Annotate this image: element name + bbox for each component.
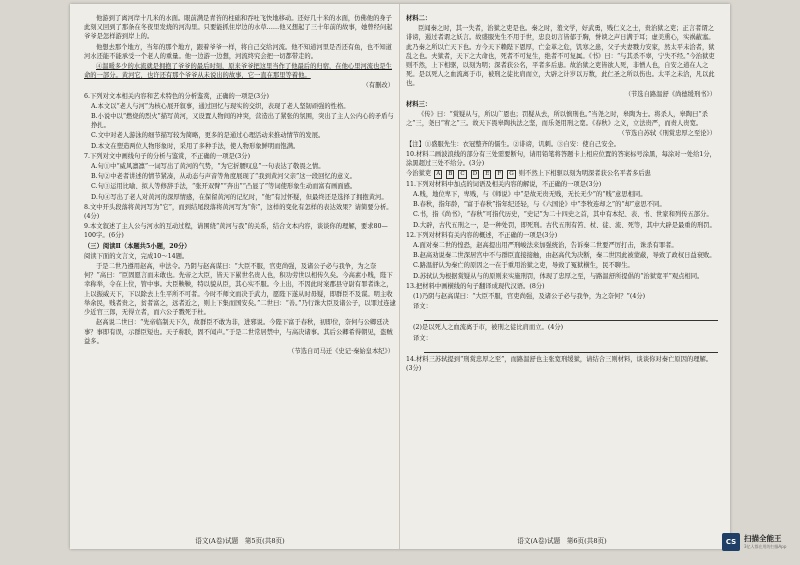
answer-line[interactable] xyxy=(424,345,718,353)
source-note: （节选自苏轼《刑赏忠厚之至论》） xyxy=(618,130,716,138)
material-text: 臣闻秦之时，其一失者，治狱之吏是也。秦之时，羞文学，好武勇，贱仁义之士，贵治狱之吏；正言者谓之诽谤，遏过者谓之妖言。故盛服先生不用于世，忠良切言皆郁于胸，誉谀之声日满于耳；虚美熏心，实祸蔽塞。此乃秦之所以亡天下也。方今天下赖陛下恩厚，亡金革之危，饥寒之患，父子夫妻戮力安家，然太平未洽者，狱乱之也。夫狱者，天下之大命也，死者不可复生，绝者不可复属。《书》曰：“与其杀不辜，宁失不经。”今治狱吏则不然，上下相驱，以刻为明；深者获公名，平者多后患。故治狱之吏皆欲人死，非憎人也，自安之道在人之死。是以死人之血流离于市，被刑之徒比肩而立，大辟之计岁以万数，此仁圣之所以伤也。太平之未洽，凡以此也。 xyxy=(406,25,715,88)
classical-text: 赵高说二世曰：“先帝临制天下久，故群臣不敢为非，进邪说。今陛下富于春秋，初即位，奈何与公卿廷决事？事即有误，示群臣短也。天子称朕，固不闻声。”于是二世常居禁中，与高决诸事。其后公卿希得朝见，盗贼益多。 xyxy=(84,319,393,345)
answer-box[interactable]: A xyxy=(436,171,441,178)
option: C.书，指《尚书》，“春秋”可指代历史，“史记”为二十四史之首，其中有本纪、表、书、世家和列传五部分。 xyxy=(413,211,713,219)
translate-item: (1)乃阴与赵高谋曰：“大臣不服，官吏尚强，及诸公子必与我争，为之奈何？”(4分) xyxy=(413,292,646,300)
classical-text: 于是二世乃遵用赵高，申法令。乃阴与赵高谋曰：“大臣不服，官吏尚强，及诸公子必与我争，为之奈何？”高曰：“臣固愿言而未敢也。先帝之大臣，皆天下累世名贵人也，积功劳世以相传久矣。今高素小贱，陛下幸称举，令在上位，管中事。大臣鞅鞅，特以貌从臣，其心实不服。今上出，不因此时案郡县守尉有罪者诛之，上以振威天下，下以除去上生平所不可者。今时不师文而决于武力，愿陛下遂从时毋疑，即群臣不及谋。明主收举余民，贱者贵之，贫者富之，远者近之，则上下集而国安矣。”二世曰：“善。”乃行诛大臣及诸公子，以罪过连逮少近官三郎，无得立者，而六公子戮死于杜。 xyxy=(84,263,396,317)
option: B.赵高劝说秦二世深居宫中不与群臣直接接触，由赵高代为决断，秦二世因此被蒙蔽，导致了政权日益衰败。 xyxy=(413,252,716,260)
question-11: 11.下列对材料中加点的词语及相关内容的解说，不正确的一项是(3分) xyxy=(406,180,602,188)
material-text: 《传》曰：“赏疑从与，所以广恩也；罚疑从去，所以慎刑也。”当尧之时，皋陶为士。将杀人，皋陶曰“杀之”三，尧曰“宥之”三。故天下畏皋陶执法之坚，而乐尧用刑之宽。《春秋》之义，立法贵严，而责人贵宽。 xyxy=(406,111,708,128)
option: A.句①中“威风凛凛”一词写出了黄河的气势，“为它折腰叹息”一句表达了敬畏之情。 xyxy=(91,163,325,171)
option: B.句②中老者讲述的情节紧凑，从动态与声音等角度展现了“我到黄河父亲”这一段回忆的意义。 xyxy=(91,173,356,181)
annotation-note: 【注】①盛服先生：衣冠整齐的儒生。②诽谤，讥刺。③自安：使自己安全。 xyxy=(406,140,621,148)
option: B.春秋，指年龄，“富于春秋”指年纪还轻，与《六国论》中“李牧连却之”的“却”意思不同。 xyxy=(413,201,666,209)
option: A.面对秦二世的惶恐，赵高提出用严刑峻法来加强统治，告诉秦二世要严厉打击，诛杀有罪者。 xyxy=(413,241,678,249)
answer-box[interactable]: D xyxy=(472,171,478,178)
answer-box[interactable]: C xyxy=(460,171,465,178)
source-note: （有删改） xyxy=(362,82,394,90)
question-14: 14.材料三苏轼提到“刑赏忠厚之至”，而路温舒也主张宽刑缓狱，请结合三则材料，谈谈你对秦亡原因的理解。(3分) xyxy=(406,355,713,372)
exam-sheet xyxy=(70,4,730,549)
question-12: 12.下列对材料有关内容的概述，不正确的一项是(3分) xyxy=(406,231,558,239)
story-paragraph: 他想去那个地方，当年的那个地方，跟着爷爷一样，将自己交给河流。他不知道河里是否还有鱼，也不知道河水还能不能承受一个老人的重量。他一边游一边想，河流终究会把一切都带走的。 xyxy=(84,43,392,60)
source-note: （节选自路温舒《尚德缓刑书》） xyxy=(624,90,716,98)
answer-box[interactable]: B xyxy=(448,171,453,178)
option: B.小说中以“燃烧的烈火”描写黄河，又设置人物间的冲突，营造出了紧张的氛围，突出了主人公内心的矛盾与挣扎。 xyxy=(91,113,394,130)
option: D.句④写出了老人对黄河的深厚情感，在保留黄河的记忆时，“他”有过怀疑，但最终还是选择了拥抱黄河。 xyxy=(91,193,388,201)
right-page xyxy=(406,14,718,534)
page-footer: 语文(A卷)试题 第6页(共8页) xyxy=(517,537,607,545)
punctuation-boxes xyxy=(406,169,718,179)
question-7: 7.下列对文中画线句子的分析与鉴赏，不正确的一项是(3分) xyxy=(84,152,251,160)
story-paragraph: 他游到了离河岸十几米的水面。眼前满是青苔的柱础和吞吐飞快地移动。还好几十米的水面，仿佛他的身子此刻又回到了那条在冬夜里发烧的河沟里。只要能抓住岸边的水草……他又想起了三十年前的故事，她曾经问起爷爷是怎样游到岸上的。 xyxy=(84,15,393,41)
sentence-fragment: 则不然上下相驱以刻为明深者获公名平者多后患 xyxy=(518,170,651,178)
answer-box[interactable]: G xyxy=(509,171,514,178)
option: C.路温舒认为秦亡的原因之一在于重用治狱之吏，导致了冤狱横生，民不聊生。 xyxy=(413,262,634,270)
watermark-subtitle: 3亿人都在用的扫描App xyxy=(744,544,787,549)
question-6: 6.下列对文本相关内容和艺术特色的分析鉴赏，正确的一项是(3分) xyxy=(84,92,269,100)
option: D.本文在塑造两位人物形象时，采用了多种手法，使人物形象鲜明而饱满。 xyxy=(91,142,300,150)
answer-box[interactable]: F xyxy=(497,171,502,178)
question-13: 13.把材料中画横线的句子翻译成现代汉语。(8分) xyxy=(406,282,545,290)
option: C.句③运用比喻、拟人等修辞手法，“张开双臂”“奔出”“凸显了”等词使形象生动而富有画面感。 xyxy=(91,183,357,191)
answer-line[interactable] xyxy=(424,313,718,321)
translation-label: 译文： xyxy=(413,334,432,342)
reading-instruction: 阅读下面的文言文，完成10～14题。 xyxy=(84,252,189,260)
source-note: （节选自司马迁《史记·秦始皇本纪》） xyxy=(288,347,394,355)
question-8: 8.文中开头段落将黄河写为“它”，而到结尾段落将黄河写为“你”，这样的变化有怎样的表达效果？请简要分析。(4分) xyxy=(84,203,393,221)
option: D.大辟，古代五刑之一，是一种处罚，即死刑。古代五刑有笞、杖、徒、流、死等，其中大辟是最重的刑罚。 xyxy=(413,221,716,229)
answer-box[interactable]: E xyxy=(485,171,490,178)
underlined-sentence: ④温暖多少的水流就是拥抱了爷爷的最后时刻，原来爷爷把这里当作了他最后的归宿，在他心里河流也是生命的一部分。黄河它，也许还有那个爷爷从未说出的故事，它一直在那里等着他。 xyxy=(84,63,392,80)
page-fold xyxy=(399,4,400,549)
option: C.文中对老人游泳的细节描写较为简略，更多的是通过心理活动来推动情节的发展。 xyxy=(91,132,325,140)
scanner-watermark xyxy=(722,531,792,557)
option: A.贱，地位卑下，卑贱，与《师说》中“是故无贵无贱，无长无少”的“贱”意思相同。 xyxy=(413,190,647,198)
translation-label: 译文： xyxy=(413,303,432,311)
camscanner-logo-icon: CS xyxy=(722,533,740,551)
translate-item: (2)是以死人之血流离于市，被刑之徒比肩而立。(4分) xyxy=(413,324,564,332)
option: D.苏轼认为根据赏疑从与的原则来实施刑罚，体现了忠厚之至，与路温舒所提倡的“治狱宽平”观点相同。 xyxy=(413,272,704,280)
page-footer: 语文(A卷)试题 第5页(共8页) xyxy=(195,537,285,545)
material-title: 材料三： xyxy=(406,100,432,108)
option: A.本文以“老人与河”为核心展开叙事，通过回忆与现实的交织，表现了老人坚韧顽强的性格。 xyxy=(91,102,350,110)
section-heading: （三）阅读Ⅱ（本题共5小题，20分） xyxy=(84,242,191,250)
sentence-fragment: 今治狱吏 xyxy=(406,170,432,178)
question-9: 9.本文叙述了主人公与河水的互动过程，请围绕“黄河与我”的关系，结合文本内容，谈谈你的理解，要求80—100字。(6分) xyxy=(84,223,388,240)
left-page xyxy=(84,14,396,534)
material-title: 材料二： xyxy=(406,15,432,22)
watermark-title: 扫描全能王 xyxy=(744,534,782,543)
question-10: 10.材料二画波浪线的部分有三处需要断句，请用铅笔将答题卡上相应位置的答案标号涂黑，每涂对一处给1分，涂黑超过三处不给分。(3分) xyxy=(406,150,716,168)
